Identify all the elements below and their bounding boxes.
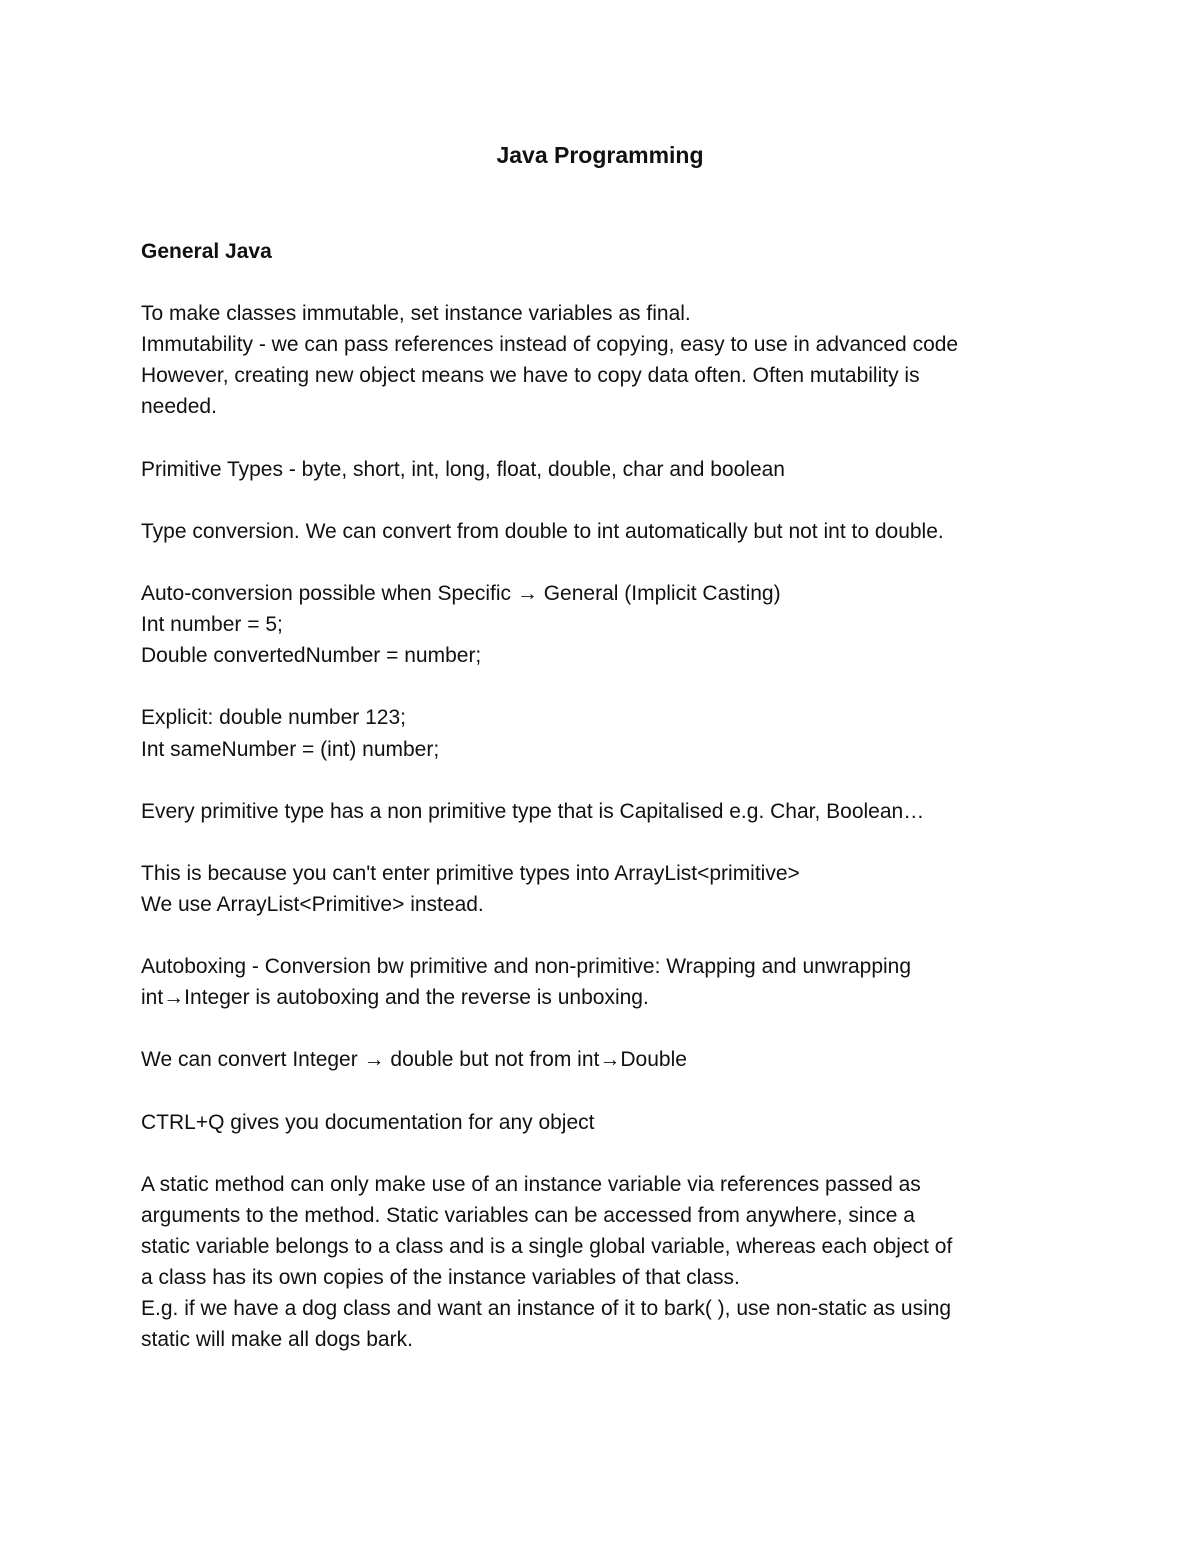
text-line: int→Integer is autoboxing and the reverse is unboxing. <box>141 986 649 1010</box>
section-heading: General Java <box>141 240 272 263</box>
spacer <box>141 485 1071 516</box>
text-line: However, creating new object means we have to copy data often. Often mutability is <box>141 364 920 388</box>
paragraph <box>141 858 1071 920</box>
document-body <box>141 236 1071 1355</box>
spacer <box>141 671 1071 702</box>
spacer <box>141 423 1071 454</box>
text-line: Autoboxing - Conversion bw primitive and non-primitive: Wrapping and unwrapping <box>141 955 912 979</box>
paragraph <box>141 298 1071 422</box>
document-title: Java Programming <box>496 142 704 168</box>
paragraph <box>141 951 1071 1013</box>
paragraph <box>141 1169 1071 1356</box>
paragraph <box>141 1107 1071 1138</box>
text-line: needed. <box>141 395 217 419</box>
paragraph <box>141 1044 1071 1075</box>
text-line: We use ArrayList<Primitive> instead. <box>141 892 484 916</box>
paragraph <box>141 578 1071 671</box>
spacer <box>141 547 1071 578</box>
spacer <box>141 765 1071 796</box>
spacer <box>141 1138 1071 1169</box>
spacer <box>141 1013 1071 1044</box>
text-line: Double convertedNumber = number; <box>141 644 482 668</box>
text-line: Auto-conversion possible when Specific → General (Implicit Casting) <box>141 582 781 606</box>
text-line: Int sameNumber = (int) number; <box>141 737 440 761</box>
paragraph <box>141 702 1071 764</box>
text-line: static variable belongs to a class and is a single global variable, whereas each object of <box>141 1235 953 1258</box>
paragraph <box>141 796 1071 827</box>
text-line: Immutability - we can pass references instead of copying, easy to use in advanced code <box>141 333 959 357</box>
text-line: Every primitive type has a non primitive type that is Capitalised e.g. Char, Boolean… <box>141 799 925 823</box>
text-line: E.g. if we have a dog class and want an instance of it to bark( ), use non-static as using <box>141 1297 952 1321</box>
text-line: arguments to the method. Static variables can be accessed from anywhere, since a <box>141 1203 915 1227</box>
paragraph <box>141 454 1071 485</box>
text-line: Int number = 5; <box>141 613 283 637</box>
spacer <box>141 827 1071 858</box>
text-line: Explicit: double number 123; <box>141 706 406 730</box>
text-line: To make classes immutable, set instance variables as final. <box>141 302 691 326</box>
text-line: Type conversion. We can convert from double to int automatically but not int to double. <box>141 519 944 543</box>
text-line: Primitive Types - byte, short, int, long, float, double, char and boolean <box>141 457 785 481</box>
text-line: A static method can only make use of an instance variable via references passed as <box>141 1172 921 1196</box>
spacer <box>141 1076 1071 1107</box>
text-line: This is because you can't enter primitive types into ArrayList<primitive> <box>141 861 800 885</box>
spacer <box>141 267 1071 298</box>
paragraph <box>141 516 1071 547</box>
text-line: We can convert Integer → double but not from int→Double <box>141 1048 687 1072</box>
spacer <box>141 920 1071 951</box>
text-line: CTRL+Q gives you documentation for any object <box>141 1110 595 1134</box>
text-line: static will make all dogs bark. <box>141 1328 413 1352</box>
paragraph-list <box>141 298 1071 1355</box>
text-line: a class has its own copies of the instance variables of that class. <box>141 1266 740 1290</box>
